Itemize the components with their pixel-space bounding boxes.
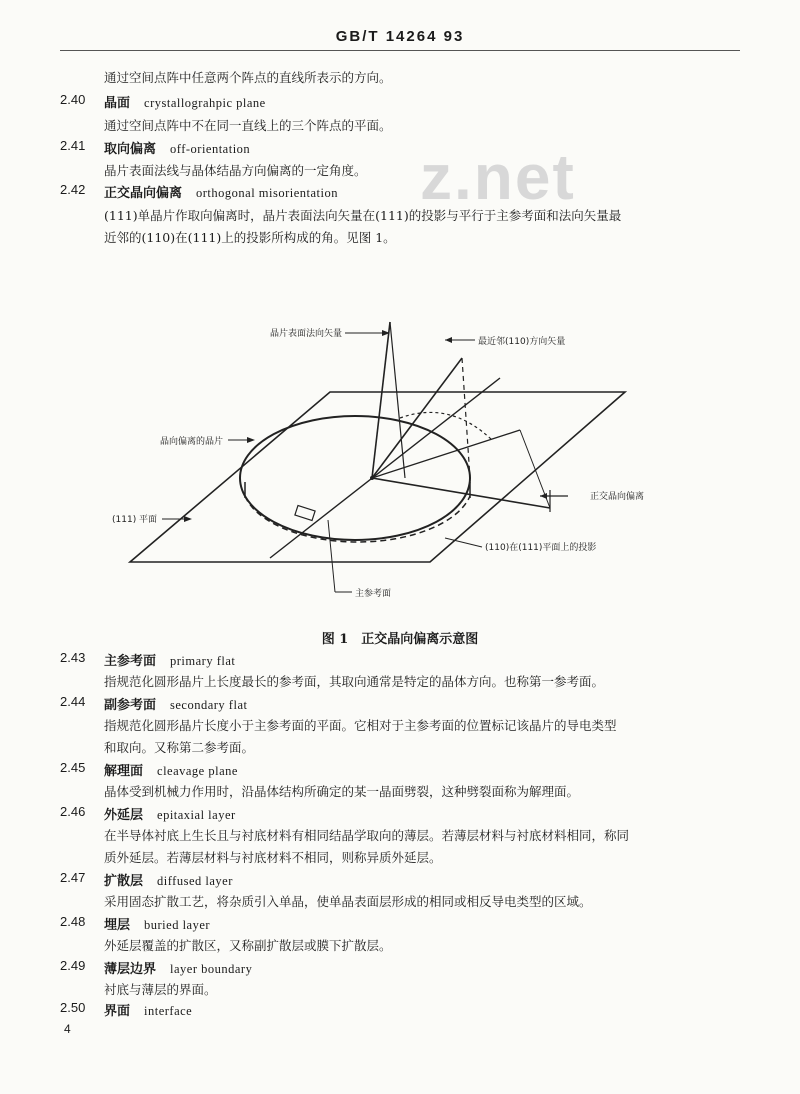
page-header: GB/T 14264 93 bbox=[335, 28, 465, 45]
term-number: 2.41 bbox=[60, 138, 86, 153]
term-en: crystallograhpic plane bbox=[144, 96, 266, 110]
term-heading bbox=[104, 870, 233, 889]
term-en: buried layer bbox=[144, 918, 211, 932]
term-en: layer boundary bbox=[170, 962, 253, 976]
term-definition: 质外延层。若薄层材料与衬底材料不相同，则称异质外延层。 bbox=[104, 850, 442, 865]
figure-1 bbox=[100, 300, 720, 620]
term-heading bbox=[104, 182, 338, 201]
figure-caption: 图 1 正交晶向偏离示意图 bbox=[321, 632, 479, 647]
term-zh: 界面 bbox=[104, 1004, 131, 1019]
term-number: 2.45 bbox=[60, 760, 86, 775]
term-zh: 扩散层 bbox=[104, 874, 144, 889]
term-en: cleavage plane bbox=[157, 764, 238, 778]
label-orthogonal-mis: 正交晶向偏离 bbox=[590, 492, 645, 502]
term-en: secondary flat bbox=[170, 698, 248, 712]
label-projection-110: (110)在(111)平面上的投影 bbox=[485, 543, 597, 553]
term-zh: 解理面 bbox=[104, 764, 144, 779]
term-heading bbox=[104, 914, 210, 933]
term-zh: 埋层 bbox=[104, 918, 131, 933]
term-zh: 晶面 bbox=[104, 96, 131, 111]
term-zh: 外延层 bbox=[104, 808, 144, 823]
term-definition: 晶体受到机械力作用时，沿晶体结构所确定的某一晶面劈裂，这种劈裂面称为解理面。 bbox=[104, 784, 580, 799]
term-heading bbox=[104, 138, 250, 157]
term-number: 2.49 bbox=[60, 958, 86, 973]
term-number: 2.42 bbox=[60, 182, 86, 197]
term-definition: 在半导体衬底上生长且与衬底材料有相同结晶学取向的薄层。若薄层材料与衬底材料相同，称同 bbox=[104, 828, 630, 843]
leader-projection bbox=[445, 538, 482, 547]
arrowhead bbox=[445, 337, 452, 343]
normal-vector-line bbox=[372, 322, 390, 478]
term-number: 2.50 bbox=[60, 1000, 86, 1015]
projection-normal-line bbox=[372, 430, 520, 478]
term-en: primary flat bbox=[170, 654, 236, 668]
watermark: z.net bbox=[420, 141, 576, 213]
term-number: 2.47 bbox=[60, 870, 86, 885]
primary-flat-marker bbox=[295, 505, 315, 520]
term-number: 2.43 bbox=[60, 650, 86, 665]
term-definition: 和取向。又称第二参考面。 bbox=[104, 740, 255, 755]
term-definition: 晶片表面法线与晶体结晶方向偏离的一定角度。 bbox=[104, 163, 367, 178]
term-definition: 外延层覆盖的扩散区，又称副扩散层或膜下扩散层。 bbox=[104, 938, 392, 953]
label-normal-vector: 晶片表面法向矢量 bbox=[270, 329, 343, 339]
label-misoriented-wafer: 晶向偏离的晶片 bbox=[160, 437, 224, 447]
misorientation-diagram bbox=[100, 300, 720, 620]
term-definition: 指规范化圆形晶片长度小于主参考面的平面。它相对于主参考面的位置标记该晶片的导电类型 bbox=[104, 718, 617, 733]
arrowhead bbox=[184, 516, 192, 522]
header-rule bbox=[60, 50, 740, 51]
wafer-top-ellipse bbox=[240, 416, 470, 540]
page-number: 4 bbox=[64, 1022, 71, 1036]
label-nearest-110: 最近邻(110)方向矢量 bbox=[478, 337, 566, 347]
label-plane-111: (111) 平面 bbox=[112, 515, 158, 525]
label-primary-flat: 主参考面 bbox=[355, 589, 392, 599]
term-definition: 采用固态扩散工艺，将杂质引入单晶，使单晶表面层形成的相同或相反导电类型的区域。 bbox=[104, 894, 592, 909]
term-number: 2.46 bbox=[60, 804, 86, 819]
surface-arc bbox=[400, 412, 492, 440]
term-number: 2.40 bbox=[60, 92, 86, 107]
term-heading bbox=[104, 1000, 192, 1019]
arrowhead bbox=[247, 437, 255, 443]
term-definition: 衬底与薄层的界面。 bbox=[104, 982, 217, 997]
term-en: off-orientation bbox=[170, 142, 251, 156]
term-definition: 近邻的(110)在(111)上的投影所构成的角。见图 1。 bbox=[104, 230, 396, 245]
wafer-bottom-edge bbox=[245, 496, 470, 542]
term-en: orthogonal misorientation bbox=[196, 186, 339, 200]
term-zh: 副参考面 bbox=[104, 698, 157, 713]
continuation-text: 通过空间点阵中任意两个阵点的直线所表示的方向。 bbox=[104, 70, 392, 85]
term-heading bbox=[104, 958, 252, 977]
term-zh: 正交晶向偏离 bbox=[104, 186, 183, 201]
term-heading bbox=[104, 650, 235, 669]
term-en: epitaxial layer bbox=[157, 808, 236, 822]
term-heading bbox=[104, 760, 238, 779]
term-definition: 通过空间点阵中不在同一直线上的三个阵点的平面。 bbox=[104, 118, 392, 133]
term-zh: 薄层边界 bbox=[104, 962, 157, 977]
term-heading bbox=[104, 694, 247, 713]
term-zh: 主参考面 bbox=[104, 654, 157, 669]
term-en: diffused layer bbox=[157, 874, 233, 888]
term-heading bbox=[104, 804, 236, 823]
term-number: 2.48 bbox=[60, 914, 86, 929]
arrowhead bbox=[540, 493, 547, 499]
term-definition: 指规范化圆形晶片上长度最长的参考面，其取向通常是特定的晶体方向。也称第一参考面。 bbox=[104, 674, 605, 689]
term-zh: 取向偏离 bbox=[104, 142, 157, 157]
term-definition: (111)单晶片作取向偏离时，晶片表面法向矢量在(111)的投影与平行于主参考面和法向矢量最 bbox=[104, 208, 622, 223]
term-en: interface bbox=[144, 1004, 193, 1018]
leader-primary-flat bbox=[328, 520, 335, 592]
term-heading bbox=[104, 92, 266, 111]
term-number: 2.44 bbox=[60, 694, 86, 709]
